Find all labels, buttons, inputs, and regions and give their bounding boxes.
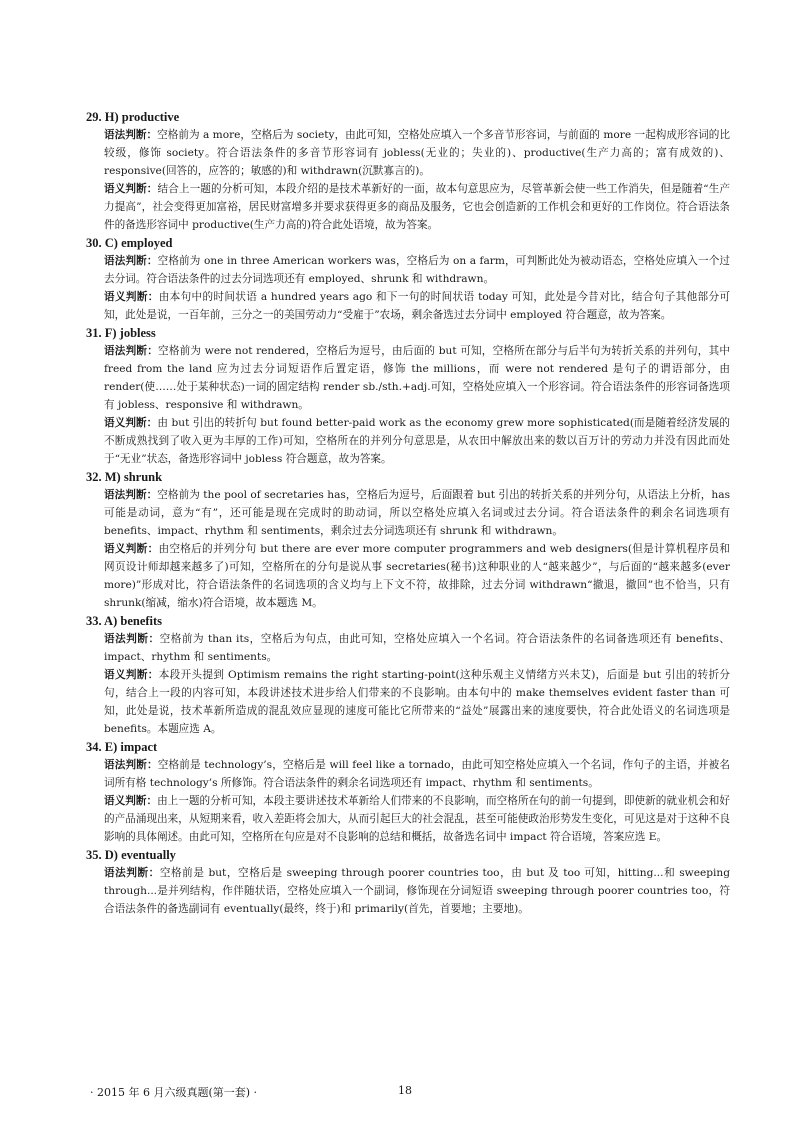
para-text: 空格前是 but，空格后是 sweeping through poorer countries too，由 but 及 too 可知，hitting...和 sweeping through...是并列结构，作伴随状语，空格处应填入一个副词，修饰现在分词短语 sweeping through poorer countries too，符合语法条件的备选副词有 eventually(最终，终于)和 primarily(首先，首要地；主要地)。 (104, 867, 731, 915)
question-title: 32. M) shrunk (86, 470, 163, 484)
para-text: 本段开头提到 Optimism remains the right starting-point(这种乐观主义情绪方兴未艾)，后面是 but 引出的转折分句，结合上一段的内容可知，本段讲述技术进步给人们带来的不良影响。由本句中的 make themselves evident faster than 可知，此处是说，技术革新所造成的混乱效应显现的速度可能比它所带来的“益处”展露出来的速度要快，符合此处语义的名词选项是 benefits。本题应选 A。 (104, 669, 731, 735)
para-text: 由本句中的时间状语 a hundred years ago 和下一句的时间状语 today 可知，此处是今昔对比，结合句子其他部分可知，此处是说，一百年前，三分之一的美国劳动力“受雇于”农场，剩余备选过去分词中 employed 符合题意，故为答案。 (104, 291, 731, 321)
semantic-judgment (104, 414, 730, 468)
grammar-judgment (104, 126, 730, 180)
page-number: 18 (398, 1084, 412, 1097)
footer-source: · 2015 年 6 月六级真题(第一套) · (90, 1086, 258, 1099)
question-title: 31. F) jobless (86, 326, 156, 340)
question-35 (86, 846, 731, 918)
grammar-judgment (104, 486, 730, 540)
semantic-judgment (104, 666, 730, 738)
semantic-judgment (104, 540, 730, 612)
grammar-judgment (104, 252, 730, 288)
para-text: 空格前为 were not rendered，空格后为逗号，由后面的 but 可知，空格所在部分与后半句为转折关系的并列句，其中 freed from the land 应为过去分词短语作后置定语，修饰 the millions，而 were not rendered 是句子的谓语部分，由 render(使……处于某种状态)一词的固定结构 render sb./sth.+adj.可知，空格处应填入一个形容词。符合语法条件的形容词备选项有 jobless、responsive 和 withdrawn。 (104, 345, 731, 411)
para-text: 由 but 引出的转折句 but found better-paid work as the economy grew more sophisticated(而是随着经济发展的不断成熟找到了收入更为丰厚的工作)可知，空格所在的并列分句意思是，从农田中解放出来的数以百万计的劳动力并没有因此而处于“无业”状态，备选形容词中 jobless 符合题意，故为答案。 (104, 417, 730, 465)
question-33 (86, 612, 731, 738)
grammar-judgment (104, 342, 730, 414)
question-34 (86, 738, 731, 846)
semantic-judgment (104, 792, 730, 846)
question-29 (86, 108, 731, 234)
para-label: 语法判断： (104, 255, 158, 267)
para-label: 语义判断： (104, 183, 158, 195)
para-label: 语义判断： (104, 669, 159, 681)
question-title: 33. A) benefits (86, 614, 163, 628)
semantic-judgment (104, 288, 730, 324)
para-label: 语义判断： (104, 417, 158, 429)
para-text: 由上一题的分析可知，本段主要讲述技术革新给人们带来的不良影响，而空格所在句的前一句提到，即使新的就业机会和好的产品涌现出来，从短期来看，收入差距将会加大，从而引起巨大的社会混乱，甚至可能使政治形势发生变化，可见这是对于这种不良影响的具体阐述。由此可知，空格所在句应是对不良影响的总结和概括，故备选名词中 impact 符合语境，答案应选 E。 (104, 795, 731, 843)
question-32 (86, 468, 731, 612)
grammar-judgment (104, 864, 730, 918)
question-title: 29. H) productive (86, 110, 180, 124)
grammar-judgment (104, 630, 730, 666)
para-label: 语义判断： (104, 291, 159, 303)
semantic-judgment (104, 180, 730, 234)
para-label: 语法判断： (104, 129, 158, 141)
para-label: 语法判断： (104, 633, 160, 645)
para-text: 由空格后的并列分句 but there are ever more computer programmers and web designers(但是计算机程序员和网页设计师却越来越多了)可知，空格所在的分句是说从事 secretaries(秘书)这种职业的人“越来越少”，与后面的“越来越多(ever more)”形成对比，符合语法条件的名词选项的含义均与上下文不符，故排除，过去分词 withdrawn“撤退，撤回”也不恰当，只有 shrunk(缩减，缩水)符合语境，故本题选 M。 (104, 543, 731, 609)
question-31 (86, 324, 731, 468)
para-label: 语法判断： (104, 867, 160, 879)
para-text: 空格前为 than its，空格后为句点，由此可知，空格处应填入一个名词。符合语法条件的名词备选项还有 benefits、impact、rhythm 和 sentiments。 (104, 633, 730, 663)
answer-explanations (86, 108, 731, 918)
question-title: 35. D) eventually (86, 848, 176, 862)
para-text: 空格前为 the pool of secretaries has，空格后为逗号，后面跟着 but 引出的转折关系的并列分句，从语法上分析，has 可能是动词，意为“有”，还可能是现在完成时的助动词，所以空格处应填入名词或过去分词。符合语法条件的剩余名词选项有 benefits、impact、rhythm 和 sentiments，剩余过去分词选项还有 shrunk 和 withdrawn。 (104, 489, 731, 537)
para-label: 语义判断： (104, 795, 158, 807)
para-label: 语法判断： (104, 759, 158, 771)
grammar-judgment (104, 756, 730, 792)
question-title: 34. E) impact (86, 740, 158, 754)
para-text: 空格前为 a more，空格后为 society，由此可知，空格处应填入一个多音节形容词，与前面的 more 一起构成形容词的比较级，修饰 society。符合语法条件的多音节形容词有 jobless(无业的；失业的)、productive(生产力高的；富有成效的)、responsive(回答的，应答的；敏感的)和 withdrawn(沉默寡言的)。 (104, 129, 731, 177)
para-text: 空格前是 technology’s，空格后是 will feel like a tornado，由此可知空格处应填入一个名词，作句子的主语，并被名词所有格 technology’s 所修饰。符合语法条件的剩余名词选项还有 impact、rhythm 和 sentiments。 (104, 759, 731, 789)
question-30 (86, 234, 731, 324)
question-title: 30. C) employed (86, 236, 173, 250)
para-text: 空格前为 one in three American workers was，空格后为 on a farm，可判断此处为被动语态，空格处应填入一个过去分词。符合语法条件的过去分词选项还有 employed、shrunk 和 withdrawn。 (104, 255, 731, 285)
para-label: 语法判断： (104, 489, 158, 501)
para-label: 语义判断： (104, 543, 159, 555)
para-text: 结合上一题的分析可知，本段介绍的是技术革新好的一面，故本句意思应为，尽管革新会使一些工作消失，但是随着“生产力提高”，社会变得更加富裕，居民财富增多并要求获得更多的商品及服务，它也会创造新的工作机会和更好的工作岗位。符合语法条件的备选形容词中 productive(生产力高的)符合此处语境，故为答案。 (104, 183, 730, 231)
para-label: 语法判断： (104, 345, 159, 357)
